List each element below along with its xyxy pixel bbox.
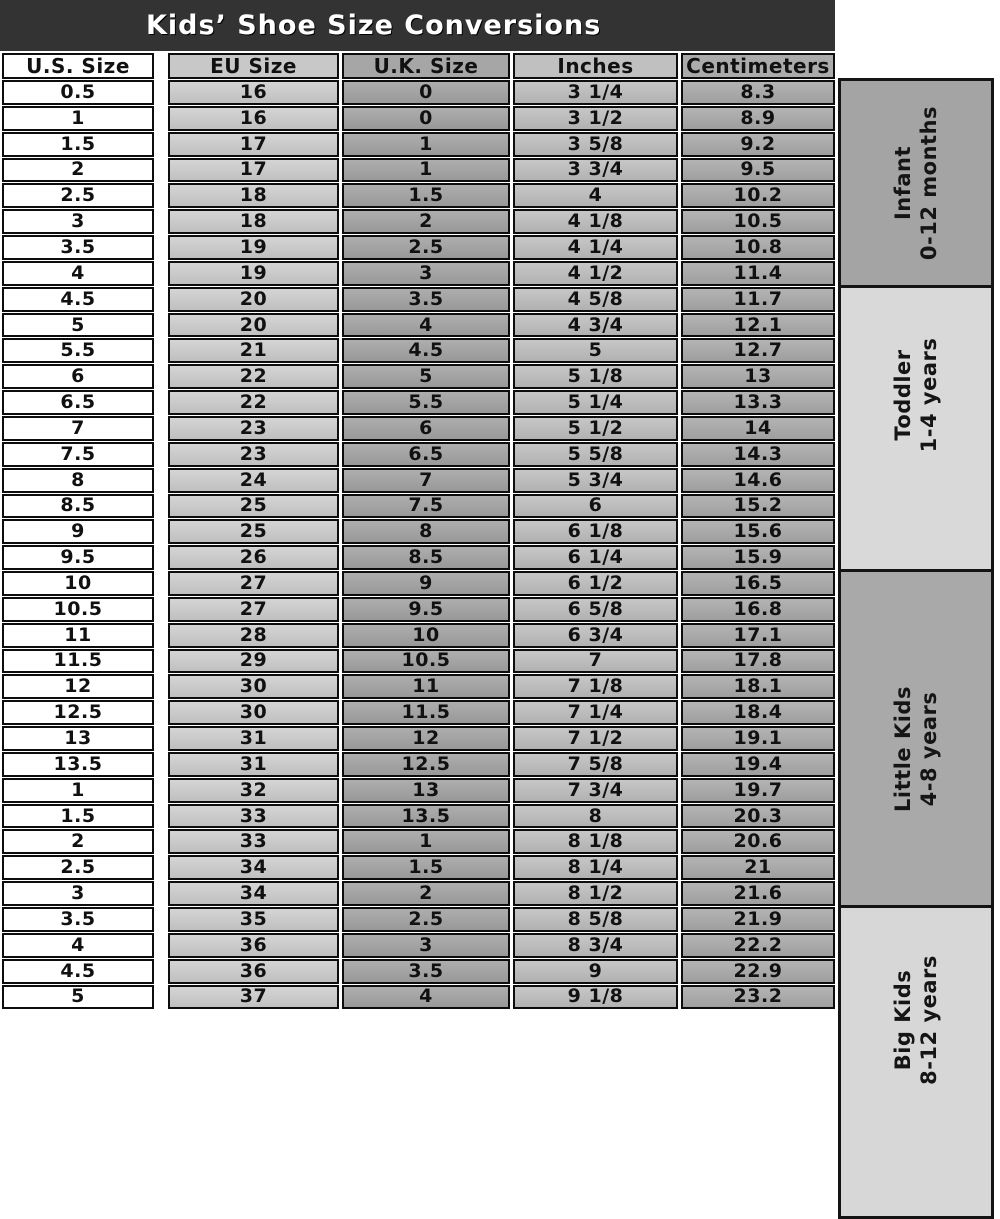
table-cell: 5 bbox=[2, 985, 154, 1010]
table-cell: 13 bbox=[681, 364, 835, 389]
table-cell: 4 bbox=[342, 985, 510, 1010]
table-cell: 22.2 bbox=[681, 933, 835, 958]
table-cell: 32 bbox=[168, 778, 339, 803]
table-cell: 4 1/2 bbox=[513, 261, 678, 286]
age-band-label bbox=[890, 955, 943, 1085]
table-cell: 10.5 bbox=[342, 649, 510, 674]
table-cell: 2 bbox=[342, 881, 510, 906]
table-cell: 34 bbox=[168, 881, 339, 906]
table-cell: 5 3/4 bbox=[513, 468, 678, 493]
table-cell: 7 bbox=[513, 649, 678, 674]
table-cell: 7 1/2 bbox=[513, 726, 678, 751]
table-cell: 6 bbox=[342, 416, 510, 441]
table-cell: 30 bbox=[168, 674, 339, 699]
table-cell: 16.8 bbox=[681, 597, 835, 622]
table-cell: 1.5 bbox=[2, 132, 154, 157]
table-cell: 7 1/8 bbox=[513, 674, 678, 699]
table-cell: 18.1 bbox=[681, 674, 835, 699]
table-cell: 19.4 bbox=[681, 752, 835, 777]
table-cell: 33 bbox=[168, 829, 339, 854]
table-cell: 10.2 bbox=[681, 183, 835, 208]
table-cell: 6 bbox=[513, 494, 678, 519]
table-cell: 5 bbox=[513, 338, 678, 363]
table-cell: 13 bbox=[342, 778, 510, 803]
age-band-big-kids bbox=[838, 905, 994, 1219]
table-cell: 7 5/8 bbox=[513, 752, 678, 777]
table-cell: 8 bbox=[2, 468, 154, 493]
table-cell: 12 bbox=[342, 726, 510, 751]
table-cell: 9.5 bbox=[681, 158, 835, 183]
table-cell: 2 bbox=[342, 209, 510, 234]
table-cell: 0.5 bbox=[2, 80, 154, 105]
table-cell: 16.5 bbox=[681, 571, 835, 596]
table-cell: 15.6 bbox=[681, 519, 835, 544]
table-cell: 22 bbox=[168, 364, 339, 389]
table-cell: 19 bbox=[168, 235, 339, 260]
table-cell: 17.1 bbox=[681, 623, 835, 648]
table-cell: 7.5 bbox=[342, 494, 510, 519]
age-band-range: 0-12 months bbox=[917, 106, 941, 261]
table-cell: 26 bbox=[168, 545, 339, 570]
header-cell-u-s-size: U.S. Size bbox=[2, 53, 154, 79]
table-cell: 17 bbox=[168, 158, 339, 183]
table-cell: 1.5 bbox=[342, 855, 510, 880]
table-cell: 2.5 bbox=[2, 855, 154, 880]
table-cell: 3 bbox=[2, 209, 154, 234]
table-cell: 20 bbox=[168, 287, 339, 312]
table-cell: 8 1/4 bbox=[513, 855, 678, 880]
table-cell: 2.5 bbox=[342, 235, 510, 260]
table-cell: 12 bbox=[2, 674, 154, 699]
table-cell: 2 bbox=[2, 829, 154, 854]
table-cell: 4.5 bbox=[2, 287, 154, 312]
table-cell: 4 3/4 bbox=[513, 313, 678, 338]
table-cell: 24 bbox=[168, 468, 339, 493]
table-cell: 5 1/8 bbox=[513, 364, 678, 389]
header-cell-centimeters: Centimeters bbox=[681, 53, 835, 79]
table-cell: 8 5/8 bbox=[513, 907, 678, 932]
table-cell: 15.2 bbox=[681, 494, 835, 519]
table-cell: 3.5 bbox=[2, 235, 154, 260]
table-cell: 4 bbox=[342, 313, 510, 338]
table-cell: 6 1/8 bbox=[513, 519, 678, 544]
table-cell: 7 3/4 bbox=[513, 778, 678, 803]
table-cell: 3 1/4 bbox=[513, 80, 678, 105]
header-cell-eu-size: EU Size bbox=[168, 53, 339, 79]
table-cell: 0 bbox=[342, 80, 510, 105]
table-cell: 14.6 bbox=[681, 468, 835, 493]
table-cell: 33 bbox=[168, 804, 339, 829]
table-cell: 8 3/4 bbox=[513, 933, 678, 958]
table-cell: 1 bbox=[2, 106, 154, 131]
table-cell: 5 5/8 bbox=[513, 442, 678, 467]
table-cell: 4.5 bbox=[2, 959, 154, 984]
table-cell: 25 bbox=[168, 519, 339, 544]
table-cell: 2.5 bbox=[342, 907, 510, 932]
table-cell: 1 bbox=[342, 158, 510, 183]
table-cell: 29 bbox=[168, 649, 339, 674]
table-cell: 6.5 bbox=[2, 390, 154, 415]
table-cell: 13.5 bbox=[2, 752, 154, 777]
table-cell: 10.8 bbox=[681, 235, 835, 260]
age-band-infant bbox=[838, 78, 994, 289]
table-cell: 7 1/4 bbox=[513, 700, 678, 725]
table-cell: 12.1 bbox=[681, 313, 835, 338]
table-cell: 10.5 bbox=[681, 209, 835, 234]
table-cell: 23.2 bbox=[681, 985, 835, 1010]
table-cell: 12.5 bbox=[342, 752, 510, 777]
table-cell: 10 bbox=[342, 623, 510, 648]
table-cell: 18 bbox=[168, 209, 339, 234]
table-cell: 6 1/2 bbox=[513, 571, 678, 596]
table-cell: 9 bbox=[513, 959, 678, 984]
table-cell: 11 bbox=[2, 623, 154, 648]
table-cell: 27 bbox=[168, 597, 339, 622]
table-cell: 21.6 bbox=[681, 881, 835, 906]
table-cell: 8 1/2 bbox=[513, 881, 678, 906]
table-cell: 23 bbox=[168, 442, 339, 467]
table-cell: 4 5/8 bbox=[513, 287, 678, 312]
table-cell: 22 bbox=[168, 390, 339, 415]
table-cell: 3 5/8 bbox=[513, 132, 678, 157]
table-cell: 6.5 bbox=[342, 442, 510, 467]
table-cell: 5.5 bbox=[342, 390, 510, 415]
table-cell: 35 bbox=[168, 907, 339, 932]
table-cell: 6 bbox=[2, 364, 154, 389]
title-bar bbox=[0, 0, 835, 51]
table-header-row bbox=[2, 53, 835, 79]
table-cell: 25 bbox=[168, 494, 339, 519]
table-cell: 8.5 bbox=[2, 494, 154, 519]
table-cell: 36 bbox=[168, 933, 339, 958]
table-cell: 9 bbox=[2, 519, 154, 544]
table-cell: 8 1/8 bbox=[513, 829, 678, 854]
table-cell: 10.5 bbox=[2, 597, 154, 622]
age-band-label bbox=[890, 106, 943, 260]
table-cell: 1 bbox=[342, 132, 510, 157]
table-cell: 13.3 bbox=[681, 390, 835, 415]
table-cell: 28 bbox=[168, 623, 339, 648]
table-cell: 12.7 bbox=[681, 338, 835, 363]
table-cell: 11.5 bbox=[2, 649, 154, 674]
age-band-range: 1-4 years bbox=[917, 337, 941, 453]
table-cell: 14.3 bbox=[681, 442, 835, 467]
table-cell: 18.4 bbox=[681, 700, 835, 725]
table-cell: 17 bbox=[168, 132, 339, 157]
table-cell: 9.5 bbox=[2, 545, 154, 570]
table-cell: 37 bbox=[168, 985, 339, 1010]
table-cell: 9.2 bbox=[681, 132, 835, 157]
table-cell: 21 bbox=[168, 338, 339, 363]
table-cell: 3 bbox=[342, 261, 510, 286]
table-cell: 20.6 bbox=[681, 829, 835, 854]
table-cell: 1 bbox=[342, 829, 510, 854]
table-cell: 5 1/4 bbox=[513, 390, 678, 415]
table-cell: 4 bbox=[2, 933, 154, 958]
table-cell: 1 bbox=[2, 778, 154, 803]
age-band-name: Toddler bbox=[890, 349, 915, 441]
table-cell: 1.5 bbox=[342, 183, 510, 208]
age-band-range: 8-12 years bbox=[917, 955, 941, 1086]
table-cell: 19.7 bbox=[681, 778, 835, 803]
table-cell: 34 bbox=[168, 855, 339, 880]
header-cell-u-k-size: U.K. Size bbox=[342, 53, 510, 79]
conversion-table bbox=[2, 80, 835, 1009]
table-cell: 3 3/4 bbox=[513, 158, 678, 183]
page-title: Kids’ Shoe Size Conversions bbox=[146, 10, 602, 41]
table-cell: 6 3/4 bbox=[513, 623, 678, 648]
table-cell: 8 bbox=[513, 804, 678, 829]
table-cell: 23 bbox=[168, 416, 339, 441]
table-cell: 9 1/8 bbox=[513, 985, 678, 1010]
table-cell: 3 bbox=[2, 881, 154, 906]
age-band-name: Little Kids bbox=[890, 686, 915, 813]
table-cell: 20 bbox=[168, 313, 339, 338]
table-cell: 16 bbox=[168, 106, 339, 131]
table-cell: 3.5 bbox=[342, 959, 510, 984]
table-cell: 21 bbox=[681, 855, 835, 880]
table-cell: 8 bbox=[342, 519, 510, 544]
age-band-toddler bbox=[838, 285, 994, 573]
table-cell: 3 bbox=[342, 933, 510, 958]
table-cell: 21.9 bbox=[681, 907, 835, 932]
table-cell: 11.7 bbox=[681, 287, 835, 312]
table-cell: 3.5 bbox=[2, 907, 154, 932]
table-cell: 22.9 bbox=[681, 959, 835, 984]
table-cell: 5.5 bbox=[2, 338, 154, 363]
table-cell: 27 bbox=[168, 571, 339, 596]
table-cell: 30 bbox=[168, 700, 339, 725]
table-cell: 11.5 bbox=[342, 700, 510, 725]
table-cell: 4 1/4 bbox=[513, 235, 678, 260]
table-cell: 6 1/4 bbox=[513, 545, 678, 570]
table-cell: 4 1/8 bbox=[513, 209, 678, 234]
table-cell: 8.3 bbox=[681, 80, 835, 105]
age-band-range: 4-8 years bbox=[917, 691, 941, 807]
header-cell-inches: Inches bbox=[513, 53, 678, 79]
table-cell: 11 bbox=[342, 674, 510, 699]
table-cell: 14 bbox=[681, 416, 835, 441]
age-band-name: Big Kids bbox=[890, 969, 915, 1071]
table-cell: 5 bbox=[342, 364, 510, 389]
age-band-label bbox=[890, 338, 943, 453]
table-cell: 9.5 bbox=[342, 597, 510, 622]
age-band-name: Infant bbox=[890, 146, 915, 221]
table-cell: 2.5 bbox=[2, 183, 154, 208]
table-cell: 8.9 bbox=[681, 106, 835, 131]
age-band-label bbox=[890, 686, 943, 812]
table-cell: 0 bbox=[342, 106, 510, 131]
table-cell: 4 bbox=[2, 261, 154, 286]
table-cell: 9 bbox=[342, 571, 510, 596]
table-cell: 5 1/2 bbox=[513, 416, 678, 441]
age-band-little-kids bbox=[838, 569, 994, 909]
table-cell: 11.4 bbox=[681, 261, 835, 286]
table-cell: 2 bbox=[2, 158, 154, 183]
table-cell: 19 bbox=[168, 261, 339, 286]
table-cell: 4 bbox=[513, 183, 678, 208]
table-cell: 3 1/2 bbox=[513, 106, 678, 131]
table-cell: 16 bbox=[168, 80, 339, 105]
table-cell: 7 bbox=[2, 416, 154, 441]
table-cell: 20.3 bbox=[681, 804, 835, 829]
table-cell: 6 5/8 bbox=[513, 597, 678, 622]
table-cell: 7 bbox=[342, 468, 510, 493]
table-cell: 10 bbox=[2, 571, 154, 596]
table-cell: 31 bbox=[168, 752, 339, 777]
table-cell: 8.5 bbox=[342, 545, 510, 570]
table-cell: 17.8 bbox=[681, 649, 835, 674]
table-cell: 13.5 bbox=[342, 804, 510, 829]
table-cell: 3.5 bbox=[342, 287, 510, 312]
table-cell: 4.5 bbox=[342, 338, 510, 363]
table-cell: 18 bbox=[168, 183, 339, 208]
table-cell: 15.9 bbox=[681, 545, 835, 570]
table-cell: 12.5 bbox=[2, 700, 154, 725]
table-cell: 19.1 bbox=[681, 726, 835, 751]
table-cell: 7.5 bbox=[2, 442, 154, 467]
table-cell: 5 bbox=[2, 313, 154, 338]
table-cell: 36 bbox=[168, 959, 339, 984]
table-cell: 1.5 bbox=[2, 804, 154, 829]
table-cell: 31 bbox=[168, 726, 339, 751]
table-cell: 13 bbox=[2, 726, 154, 751]
